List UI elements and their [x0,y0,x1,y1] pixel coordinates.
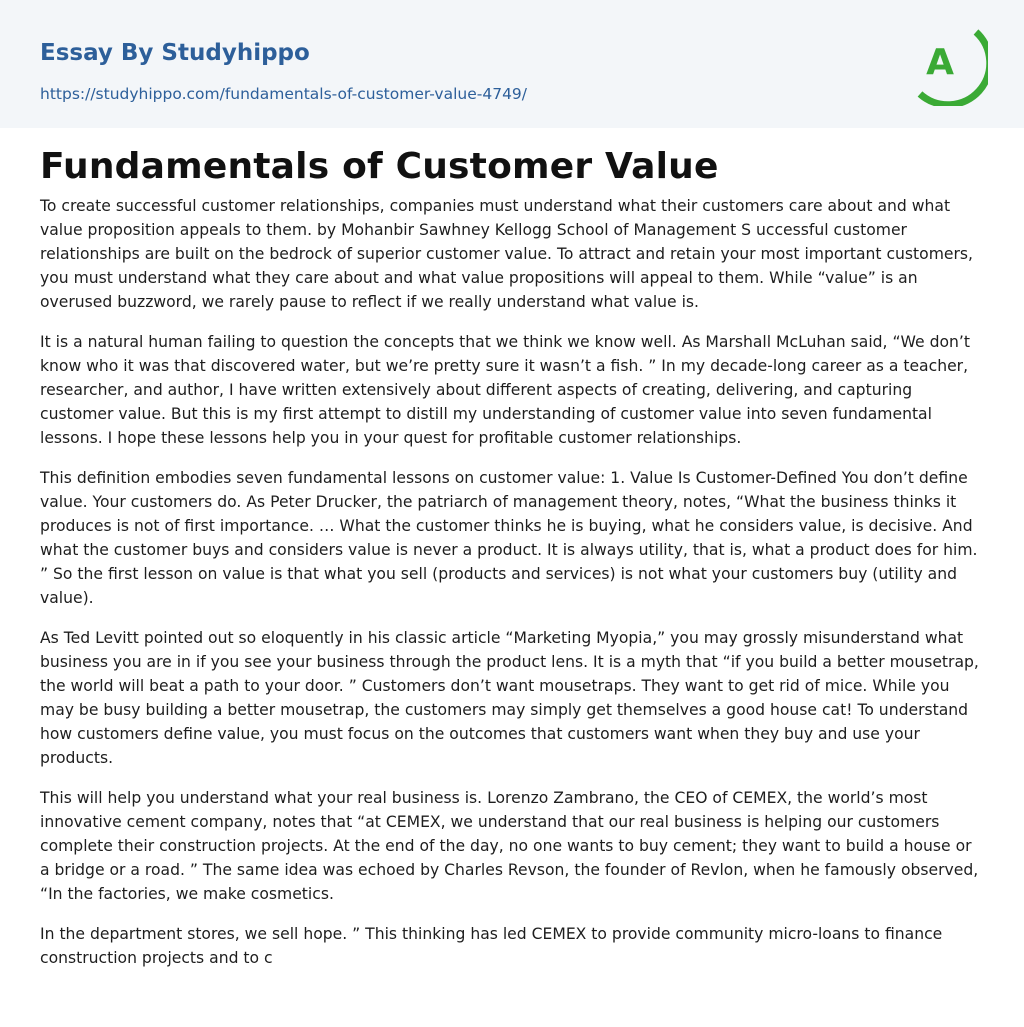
paragraph: It is a natural human failing to question the concepts that we think we know well. As Marshall McLuhan said, “We don’t know who it was that discovered water, but we’re pretty sure it wasn’t a fish. ” In my decade-long career as a teacher, researcher, and author, I have written extensively about different aspects of creating, delivering, and capturing customer value. But this is my first attempt to distill my understanding of customer value into seven fundamental lessons. I hope these lessons help you in your quest for profitable customer relationships. [40,333,970,447]
essay-url-link[interactable]: https://studyhippo.com/fundamentals-of-customer-value-4749/ [40,85,528,103]
paragraph: As Ted Levitt pointed out so eloquently in his classic article “Marketing Myopia,” you may grossly misunderstand what business you are in if you see your business through the product lens. It is a myth that “if you build a better mousetrap, the world will beat a path to your door. ” Customers don’t want mousetraps. They want to get rid of mice. While you may be busy building a better mousetrap, the customers may simply get themselves a good house cat! To understand how customers define value, you must focus on the outcomes that customers want when they buy and use your products. [40,629,979,767]
page-title: Fundamentals of Customer Value [40,146,719,187]
brand-title: Essay By Studyhippo [40,40,310,66]
paragraph: To create successful customer relationships, companies must understand what their customers care about and what value proposition appeals to them. by Mohanbir Sawhney Kellogg School of Management S uccessful customer relationships are built on the bedrock of superior customer value. To attract and retain your most important customers, you must understand what they care about and what value propositions will appeal to them. While “value” is an overused buzzword, we rarely pause to reflect if we really understand what value is. [40,197,973,311]
studyhippo-logo-icon[interactable] [910,18,988,106]
paragraph: This definition embodies seven fundamental lessons on customer value: 1. Value Is Customer-Defined You don’t define value. Your customers do. As Peter Drucker, the patriarch of management theory, notes, “What the business thinks it produces is not of first importance. … What the customer thinks he is buying, what he considers value, is decisive. And what the customer buys and considers value is never a product. It is always utility, that is, what a product does for him. ” So the first lesson on value is that what you sell (products and services) is not what your customers buy (utility and value). [40,469,978,607]
paragraph: This will help you understand what your real business is. Lorenzo Zambrano, the CEO of CEMEX, the world’s most innovative cement company, notes that “at CEMEX, we understand that our real business is helping our customers complete their construction projects. At the end of the day, no one wants to buy cement; they want to build a house or a bridge or a road. ” The same idea was echoed by Charles Revson, the founder of Revlon, when he famously observed, “In the factories, we make cosmetics. [40,789,979,903]
logo-letter: A [926,42,954,83]
paragraph: In the department stores, we sell hope. ” This thinking has led CEMEX to provide community micro-loans to finance construction projects and to c [40,925,943,967]
essay-body [40,194,986,986]
